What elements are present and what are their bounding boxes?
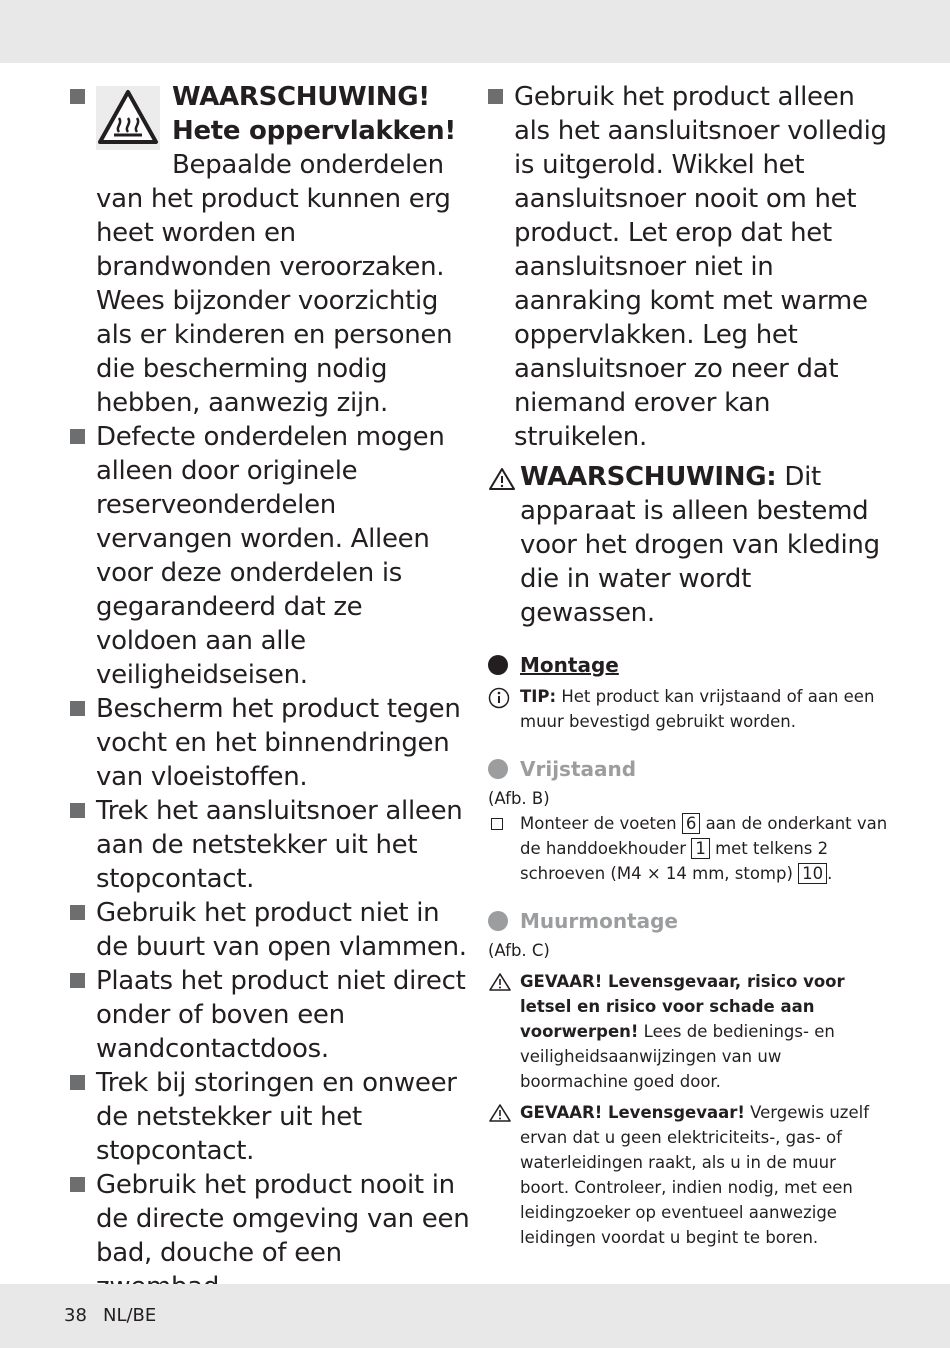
- danger-title: GEVAAR! Levensgevaar, risico voor letsel en risico voor schade aan voorwerpen!: [520, 972, 845, 1041]
- step-text: Monteer de voeten: [520, 814, 677, 833]
- part-ref: 1: [691, 838, 710, 859]
- language-code: NL/BE: [103, 1305, 157, 1326]
- warning-title-2: Hete oppervlakken!: [172, 116, 456, 146]
- list-item: [70, 794, 470, 896]
- section-muurmontage: [488, 908, 888, 934]
- list-item-text: Trek het aansluitsnoer alleen aan de netstekker uit het stopcontact.: [96, 796, 463, 894]
- checkbox-icon: [491, 818, 503, 830]
- right-column: [488, 80, 888, 1250]
- warning-title-1: WAARSCHUWING!: [172, 82, 430, 112]
- step-text: aan de onderkant van de handdoekhouder: [520, 814, 888, 858]
- list-item: [70, 420, 470, 692]
- section-title: Muurmontage: [520, 909, 678, 933]
- bullet-square: [70, 973, 85, 988]
- figure-ref: (Afb. C): [488, 941, 550, 960]
- list-item-text: Bescherm het product tegen vocht en het binnendringen van vloeistoffen.: [96, 694, 461, 792]
- section-dot-icon: [488, 911, 508, 931]
- general-warning: [488, 460, 888, 630]
- info-icon: [488, 687, 510, 716]
- warning-label: WAARSCHUWING:: [520, 462, 777, 492]
- danger-text: Vergewis uzelf ervan dat u geen elektriciteits-, gas- of waterleidingen raakt, als u in de muur boort. Controleer, indien nodig, met een leidingzoeker op eventueel aanwezige leidingen voordat u begint te boren.: [520, 1103, 870, 1247]
- list-item: [70, 1066, 470, 1168]
- bullet-square: [488, 89, 503, 104]
- hot-surface-warning: [70, 80, 470, 420]
- list-item: [70, 896, 470, 964]
- bullet-square: [70, 1075, 85, 1090]
- part-ref: 10: [798, 863, 827, 884]
- part-ref: 6: [682, 813, 701, 834]
- bullet-square: [70, 429, 85, 444]
- list-item: [70, 964, 470, 1066]
- left-column: [70, 80, 470, 1304]
- list-item: [488, 80, 888, 454]
- list-item-text: Gebruik het product alleen als het aansluitsnoer volledig is uitgerold. Wikkel het aansluitsnoer nooit om het product. Let erop dat het aansluitsnoer niet in aanraking komt met warme oppervlakken. Leg het aansluitsnoer zo neer dat niemand erover kan struikelen.: [514, 82, 887, 452]
- list-item-text: Defecte onderdelen mogen alleen door originele reserveonderdelen vervangen worden. Alleen voor deze onderdelen is gegarandeerd dat ze voldoen aan alle veiligheidseisen.: [96, 422, 445, 690]
- bullet-square: [70, 701, 85, 716]
- warning-text: Dit apparaat is alleen bestemd voor het drogen van kleding die in water wordt gewassen.: [520, 462, 880, 628]
- step-text: .: [827, 864, 833, 883]
- top-bar: [0, 0, 950, 63]
- danger-notice: [488, 969, 888, 1094]
- danger-title: GEVAAR! Levensgevaar!: [520, 1103, 745, 1122]
- step-item: [488, 811, 888, 886]
- list-item-text: Gebruik het product niet in de buurt van open vlammen.: [96, 898, 467, 962]
- bullet-square: [70, 89, 85, 104]
- bullet-square: [70, 1177, 85, 1192]
- warning-triangle-icon: [488, 1103, 512, 1130]
- warning-triangle-icon: [488, 972, 512, 999]
- bullet-square: [70, 905, 85, 920]
- danger-text: Lees de bedienings- en veiligheidsaanwijzingen van uw boormachine goed door.: [520, 1022, 835, 1091]
- bullet-square: [70, 803, 85, 818]
- section-vrijstaand: [488, 756, 888, 782]
- section-montage: [488, 652, 888, 678]
- list-item: [70, 692, 470, 794]
- section-title: Montage: [520, 653, 619, 677]
- tip-text: Het product kan vrijstaand of aan een muur bevestigd gebruikt worden.: [520, 687, 875, 731]
- list-item-text: Plaats het product niet direct onder of boven een wandcontactdoos.: [96, 966, 466, 1064]
- list-item-text: Gebruik het product nooit in de directe omgeving van een bad, douche of een: [96, 1170, 470, 1268]
- section-dot-icon: [488, 655, 508, 675]
- danger-notice: [488, 1100, 888, 1250]
- list-item-text: Trek bij storingen en onweer de netstekker uit het stopcontact.: [96, 1068, 457, 1166]
- warning-text: Bepaalde onderdelen van het product kunnen erg heet worden en brandwonden veroorzaken. Wees bijzonder voorzichtig als er kinderen en personen die bescherming nodig hebben, aanwezig zijn.: [96, 150, 453, 418]
- tip-label: TIP:: [520, 687, 557, 706]
- warning-triangle-icon: [488, 466, 516, 500]
- hot-surface-icon: [96, 86, 160, 150]
- section-dot-icon: [488, 759, 508, 779]
- figure-ref: (Afb. B): [488, 789, 550, 808]
- step-text: met telkens 2 schroeven (M4 × 14 mm, stomp): [520, 839, 829, 883]
- page-number: 38: [64, 1305, 87, 1326]
- section-title: Vrijstaand: [520, 757, 637, 781]
- tip: [488, 684, 888, 734]
